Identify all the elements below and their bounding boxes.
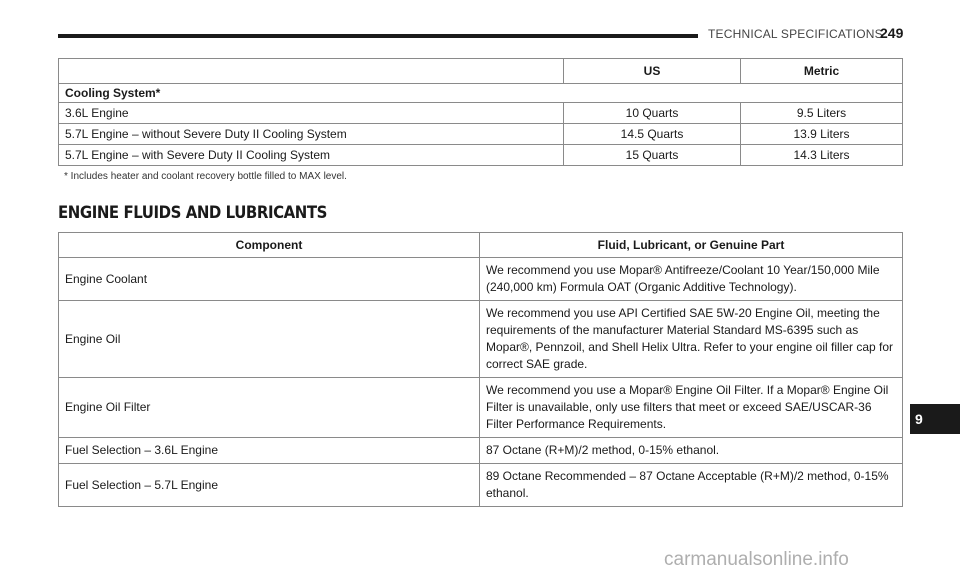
component-cell: Fuel Selection – 5.7L Engine (59, 464, 480, 507)
metric-value: 14.3 Liters (741, 145, 903, 166)
fluid-cell: We recommend you use Mopar® Antifreeze/Coolant 10 Year/150,000 Mile (240,000 km) Formula OAT (Organic Additive Technology). (480, 258, 903, 301)
cooling-system-label: Cooling System* (59, 84, 903, 103)
table-row (59, 103, 903, 124)
table-row (59, 84, 903, 103)
us-value: 10 Quarts (564, 103, 741, 124)
row-label: 5.7L Engine – without Severe Duty II Cooling System (59, 124, 564, 145)
table-row (59, 378, 903, 438)
table-row (59, 301, 903, 378)
table-row (59, 258, 903, 301)
chapter-tab: 9 (910, 404, 960, 434)
fluid-cell: 89 Octane Recommended – 87 Octane Acceptable (R+M)/2 method, 0-15% ethanol. (480, 464, 903, 507)
component-cell: Engine Oil Filter (59, 378, 480, 438)
table-row (59, 464, 903, 507)
column-header-blank (59, 59, 564, 84)
fluid-cell: We recommend you use API Certified SAE 5W-20 Engine Oil, meeting the requirements of the manufacturer Material Standard MS-6395 such as Mopar®, Pennzoil, and Shell Helix Ultra. Refer to your engine oil filler cap for correct SAE grade. (480, 301, 903, 378)
table-row (59, 124, 903, 145)
component-cell: Engine Coolant (59, 258, 480, 301)
table-row (59, 438, 903, 464)
component-cell: Fuel Selection – 3.6L Engine (59, 438, 480, 464)
column-header-metric: Metric (741, 59, 903, 84)
watermark: carmanualsonline.info (664, 549, 849, 570)
us-value: 15 Quarts (564, 145, 741, 166)
table-row (59, 145, 903, 166)
metric-value: 13.9 Liters (741, 124, 903, 145)
metric-value: 9.5 Liters (741, 103, 903, 124)
header-rule (58, 34, 698, 38)
fluid-cell: 87 Octane (R+M)/2 method, 0-15% ethanol. (480, 438, 903, 464)
cooling-capacity-table (58, 58, 903, 166)
us-value: 14.5 Quarts (564, 124, 741, 145)
fluids-lubricants-table (58, 232, 903, 507)
table-header-row (59, 233, 903, 258)
table-header-row (59, 59, 903, 84)
page-number: 249 (880, 25, 904, 41)
row-label: 3.6L Engine (59, 103, 564, 124)
column-header-fluid: Fluid, Lubricant, or Genuine Part (480, 233, 903, 258)
column-header-component: Component (59, 233, 480, 258)
row-label: 5.7L Engine – with Severe Duty II Cooling System (59, 145, 564, 166)
running-header: TECHNICAL SPECIFICATIONS (708, 27, 883, 41)
column-header-us: US (564, 59, 741, 84)
section-title: ENGINE FLUIDS AND LUBRICANTS (58, 203, 327, 223)
component-cell: Engine Oil (59, 301, 480, 378)
fluid-cell: We recommend you use a Mopar® Engine Oil Filter. If a Mopar® Engine Oil Filter is unavailable, only use filters that meet or exceed SAE/USCAR-36 Filter Performance Requirements. (480, 378, 903, 438)
table-footnote: * Includes heater and coolant recovery bottle filled to MAX level. (64, 171, 347, 182)
